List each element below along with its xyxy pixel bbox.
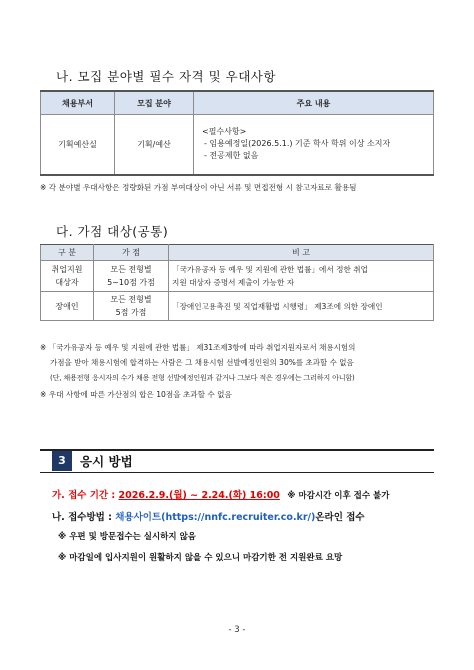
category-line: 취업지원 (51, 265, 83, 274)
cell-points (94, 292, 169, 321)
header-points: 가 점 (94, 245, 169, 261)
note-bonus-limit: ※ 우대 사항에 따른 가산점의 합은 10점을 초과할 수 없음 (40, 390, 232, 399)
cell-category (41, 261, 94, 292)
header-field: 모집 분야 (115, 91, 194, 115)
content-line: <필수사항> (202, 127, 247, 137)
content-line: - 임용예정일(2026.5.1.) 기준 학사 학위 이상 소지자 (204, 139, 391, 149)
header-content: 주요 내용 (194, 91, 434, 115)
points-line: 5점 가점 (115, 308, 147, 317)
apply-method (52, 509, 365, 523)
points-line: 모든 전형별 (110, 265, 152, 274)
cell-points (94, 261, 169, 292)
note-line: (단, 채용전형 응시자의 수가 채용 전형 선발예정인원과 같거나 그보다 적은 경우에는 그러하지 아니함) (50, 373, 355, 382)
cell-dept: 기획예산실 (41, 115, 115, 175)
period-value: 2026.2.9.(월) ~ 2.24.(화) 16:00 (118, 490, 280, 501)
apply-period (52, 487, 389, 501)
method-suffix: 온라인 접수 (315, 512, 365, 523)
cell-remark (169, 261, 434, 292)
header-dept: 채용부서 (41, 91, 115, 115)
apply-note: ※ 마감일에 입사지원이 원활하지 않을 수 있으니 마감기한 전 지원완료 요망 (58, 553, 343, 563)
note-veterans (40, 340, 440, 385)
category-line: 대상자 (55, 278, 79, 287)
note-line: 가점을 받아 채용시험에 합격하는 사람은 그 채용시험 선발예정인원의 30%를 초과할 수 없음 (50, 358, 354, 367)
qualification-table (40, 90, 434, 176)
table-row (41, 292, 434, 321)
section-divider-bottom (40, 472, 434, 473)
bonus-points-table (40, 244, 434, 321)
note-preferences: ※ 각 분야별 우대사항은 정량화된 가점 부여대상이 아닌 서류 및 면접전형 시 참고자료로 활용됨 (40, 183, 357, 192)
section-title-apply: 응시 방법 (80, 454, 133, 469)
cell-field: 기획/예산 (115, 115, 194, 175)
note-line: ※ 「국가유공자 등 예우 및 지원에 관한 법률」 제31조제3항에 따라 취업지원자로서 채용시험의 (40, 343, 356, 352)
section-divider-top (40, 449, 434, 451)
apply-note: ※ 우편 및 방문접수는 실시하지 않음 (58, 532, 197, 542)
points-line: 모든 전형별 (110, 295, 152, 304)
header-remark: 비 고 (169, 245, 434, 261)
remark-line: 지원 대상자 증명서 제출이 가능한 자 (172, 278, 295, 287)
remark-line: 「국가유공자 등 예우 및 지원에 관한 법률」에서 정한 취업 (172, 265, 368, 274)
recruit-site-link[interactable]: 채용사이트(https://nnfc.recruiter.co.kr/) (115, 512, 316, 523)
points-line: 5~10점 가점 (107, 278, 155, 287)
period-label: 가. 접수 기간 : (52, 490, 116, 501)
method-label: 나. 접수방법 : (52, 512, 112, 523)
section-title-na: 나. 모집 분야별 필수 자격 및 우대사항 (56, 69, 276, 84)
cell-category: 장애인 (41, 292, 94, 321)
header-category: 구 분 (41, 245, 94, 261)
content-line: - 전공제한 없음 (204, 151, 259, 161)
cell-content (194, 115, 434, 175)
cell-remark: 「장애인고용촉진 및 직업재활법 시행령」 제3조에 의한 장애인 (169, 292, 434, 321)
section-title-da: 다. 가점 대상(공통) (56, 224, 169, 239)
period-note: ※ 마감시간 이후 접수 불가 (287, 491, 390, 501)
section-number-badge: 3 (52, 451, 72, 471)
page-number: - 3 - (228, 625, 246, 635)
table-row (41, 261, 434, 292)
